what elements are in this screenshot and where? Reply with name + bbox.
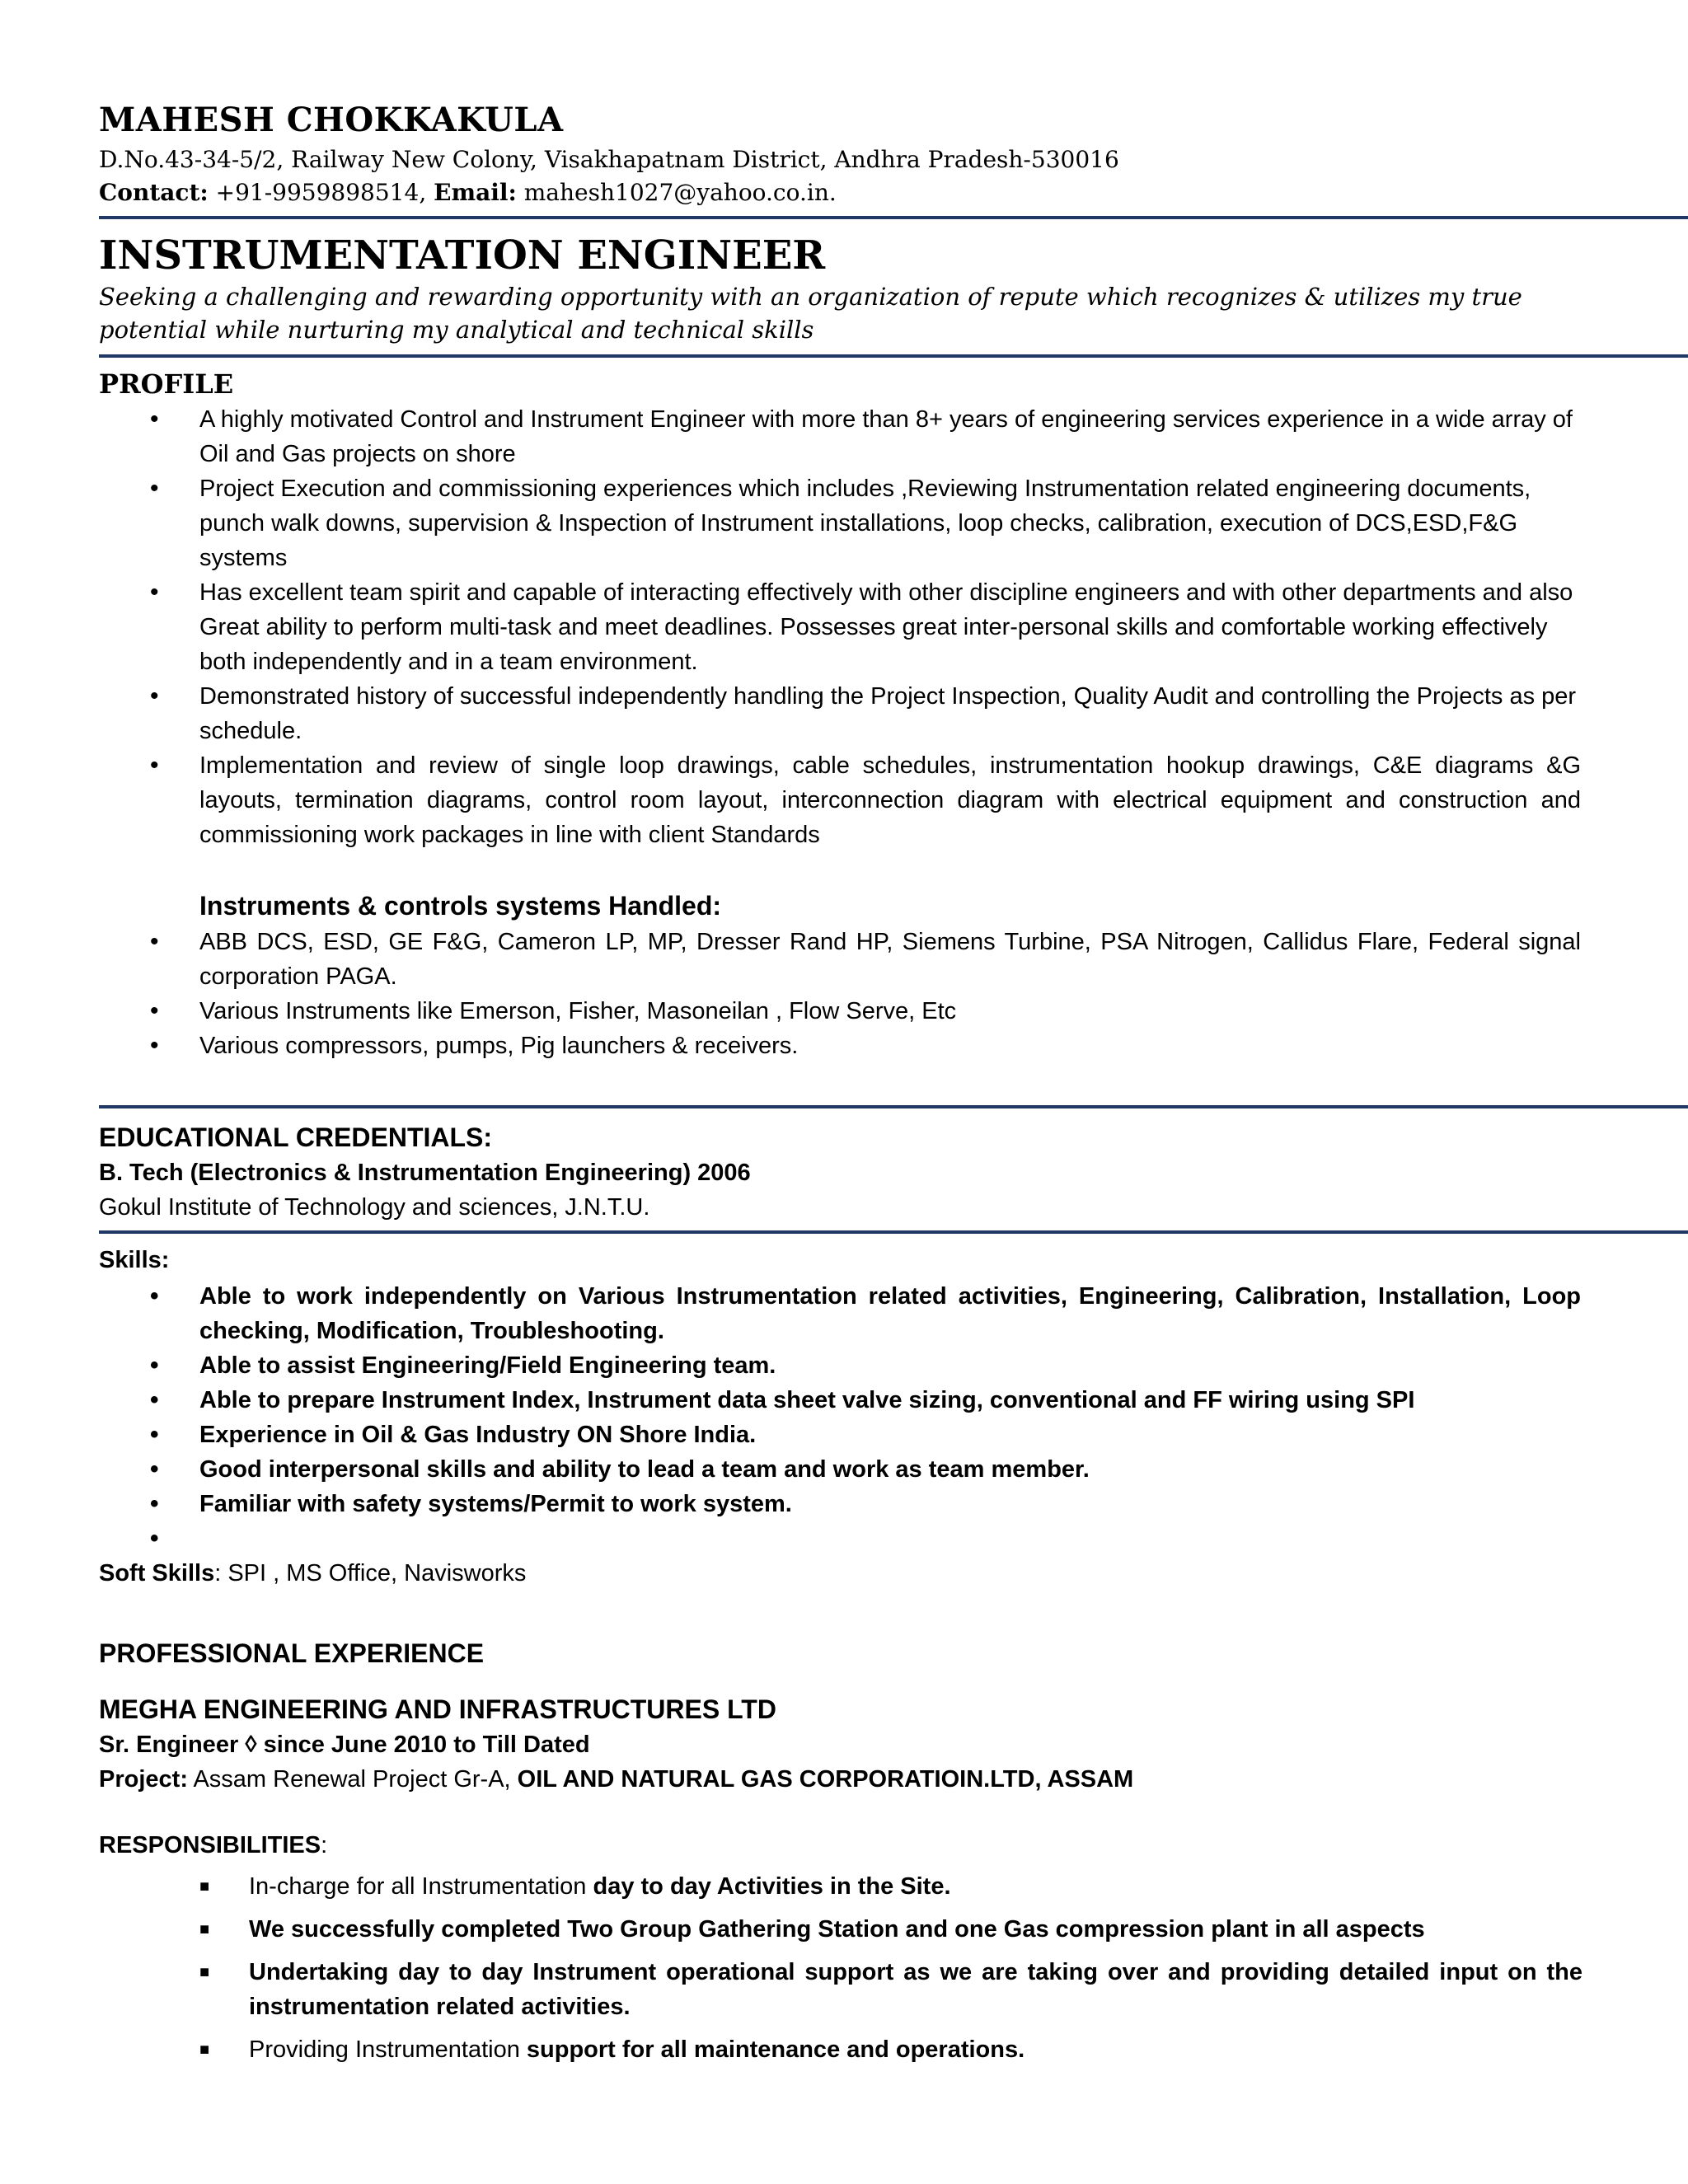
instruments-heading: Instruments & controls systems Handled: xyxy=(199,891,722,921)
list-item: • Good interpersonal skills and ability to lead a team and work as team member. xyxy=(99,1452,1582,1487)
objective-text: Seeking a challenging and rewarding opportunity with an organization of repute which recognizes & utilizes my true potential while nurturing my analytical and technical skills xyxy=(99,283,1522,344)
profile-list xyxy=(99,402,1589,852)
project-label: Project: xyxy=(99,1766,188,1793)
list-item: • Implementation and review of single loop drawings, cable schedules, instrumentation hookup drawings, C&E diagrams &G layouts, termination diagrams, control room layout, interconnection diagram with electrical equipment and construction and commissioning work packages in line with client Standards xyxy=(99,748,1582,852)
company-name: MEGHA ENGINEERING AND INFRASTRUCTURES LTD xyxy=(99,1694,776,1724)
soft-skills-value: : SPI , MS Office, Navisworks xyxy=(214,1560,527,1586)
list-item: • ABB DCS, ESD, GE F&G, Cameron LP, MP, Dresser Rand HP, Siemens Turbine, PSA Nitrogen, Callidus Flare, Federal signal corporation PAGA. xyxy=(99,925,1582,994)
title-block xyxy=(99,231,1589,346)
profile-heading: PROFILE xyxy=(99,368,234,400)
candidate-name: MAHESH CHOKKAKULA xyxy=(99,101,564,139)
resp-bold-text: support for all maintenance and operations. xyxy=(526,2036,1025,2063)
education-section xyxy=(99,1119,1589,1225)
contact-label: Contact: xyxy=(99,179,209,206)
soft-skills xyxy=(99,1556,1589,1591)
experience-heading: PROFESSIONAL EXPERIENCE xyxy=(99,1638,485,1668)
project-line xyxy=(99,1762,1589,1797)
responsibilities-heading-line xyxy=(99,1828,1589,1863)
list-item xyxy=(99,1521,1582,1556)
divider-rule xyxy=(99,1230,1688,1234)
email-address: mahesh1027@yahoo.co.in. xyxy=(516,179,837,206)
list-item: • Demonstrated history of successful independently handling the Project Inspection, Quality Audit and controlling the Projects as per schedule. xyxy=(99,679,1582,748)
list-item: • Various compressors, pumps, Pig launchers & receivers. xyxy=(99,1029,1582,1063)
divider-rule xyxy=(99,216,1688,219)
resp-bold-text: day to day Activities in the Site. xyxy=(593,1873,951,1900)
skills-list xyxy=(99,1279,1589,1556)
institute: Gokul Institute of Technology and sciences, J.N.T.U. xyxy=(99,1194,650,1221)
instruments-list xyxy=(99,925,1589,1063)
experience-section xyxy=(99,1635,1589,2075)
profile-section xyxy=(99,366,1589,1063)
job-title: INSTRUMENTATION ENGINEER xyxy=(99,232,826,279)
resp-text: In-charge for all Instrumentation xyxy=(249,1873,593,1900)
divider-rule xyxy=(99,354,1688,358)
soft-skills-label: Soft Skills xyxy=(99,1560,215,1586)
list-item: • Has excellent team spirit and capable of interacting effectively with other discipline engineers and with other departments and also Great ability to perform multi-task and meet deadlines. Possesses great inter-personal skills and comfortable working effectively both independently and in a team environment. xyxy=(99,575,1582,679)
list-item: • Experience in Oil & Gas Industry ON Shore India. xyxy=(99,1418,1582,1452)
list-item: • Various Instruments like Emerson, Fisher, Masoneilan , Flow Serve, Etc xyxy=(99,994,1582,1029)
project-client: OIL AND NATURAL GAS CORPORATIOIN.LTD, ASSAM xyxy=(517,1766,1134,1793)
phone-number: +91-9959898514, xyxy=(208,179,434,206)
resp-bold-text: Undertaking day to day Instrument operational support as we are taking over and providing detailed input on the instrumentation related activities. xyxy=(249,1959,1582,2020)
list-item: • A highly motivated Control and Instrument Engineer with more than 8+ years of engineering services experience in a wide array of Oil and Gas projects on shore xyxy=(99,402,1582,471)
list-item xyxy=(99,1869,1582,1904)
email-label: Email: xyxy=(434,179,517,206)
list-item: • Familiar with safety systems/Permit to work system. xyxy=(99,1487,1582,1521)
list-item: • Able to work independently on Various Instrumentation related activities, Engineering, Calibration, Installation, Loop checking, Modification, Troubleshooting. xyxy=(99,1279,1582,1348)
skills-heading: Skills: xyxy=(99,1247,170,1273)
responsibilities-heading: RESPONSIBILITIES xyxy=(99,1832,321,1858)
address: D.No.43-34-5/2, Railway New Colony, Visakhapatnam District, Andhra Pradesh-530016 xyxy=(99,146,1119,173)
project-name: Assam Renewal Project Gr-A, xyxy=(187,1766,518,1793)
list-item xyxy=(99,1955,1582,2024)
resp-bold-text: We successfully completed Two Group Gathering Station and one Gas compression plant in all aspects xyxy=(249,1916,1425,1943)
contact-line xyxy=(99,176,1589,209)
list-item xyxy=(99,1912,1582,1947)
degree: B. Tech (Electronics & Instrumentation Engineering) 2006 xyxy=(99,1160,751,1186)
skills-section xyxy=(99,1243,1589,1591)
responsibilities-colon: : xyxy=(321,1832,328,1858)
resp-text: Providing Instrumentation xyxy=(249,2036,527,2063)
list-item xyxy=(99,2032,1582,2067)
list-item: • Able to prepare Instrument Index, Instrument data sheet valve sizing, conventional and FF wiring using SPI xyxy=(99,1383,1582,1418)
list-item: • Able to assist Engineering/Field Engineering team. xyxy=(99,1348,1582,1383)
list-item: • Project Execution and commissioning experiences which includes ,Reviewing Instrumentation related engineering documents, punch walk downs, supervision & Inspection of Instrument installations, loop checks, calibration, execution of DCS,ESD,F&G systems xyxy=(99,471,1582,575)
resume-header xyxy=(99,97,1589,209)
education-heading: EDUCATIONAL CREDENTIALS: xyxy=(99,1122,493,1152)
responsibilities-list xyxy=(99,1869,1589,2067)
role-line: Sr. Engineer ◊ since June 2010 to Till Dated xyxy=(99,1732,590,1758)
divider-rule xyxy=(99,1105,1688,1108)
